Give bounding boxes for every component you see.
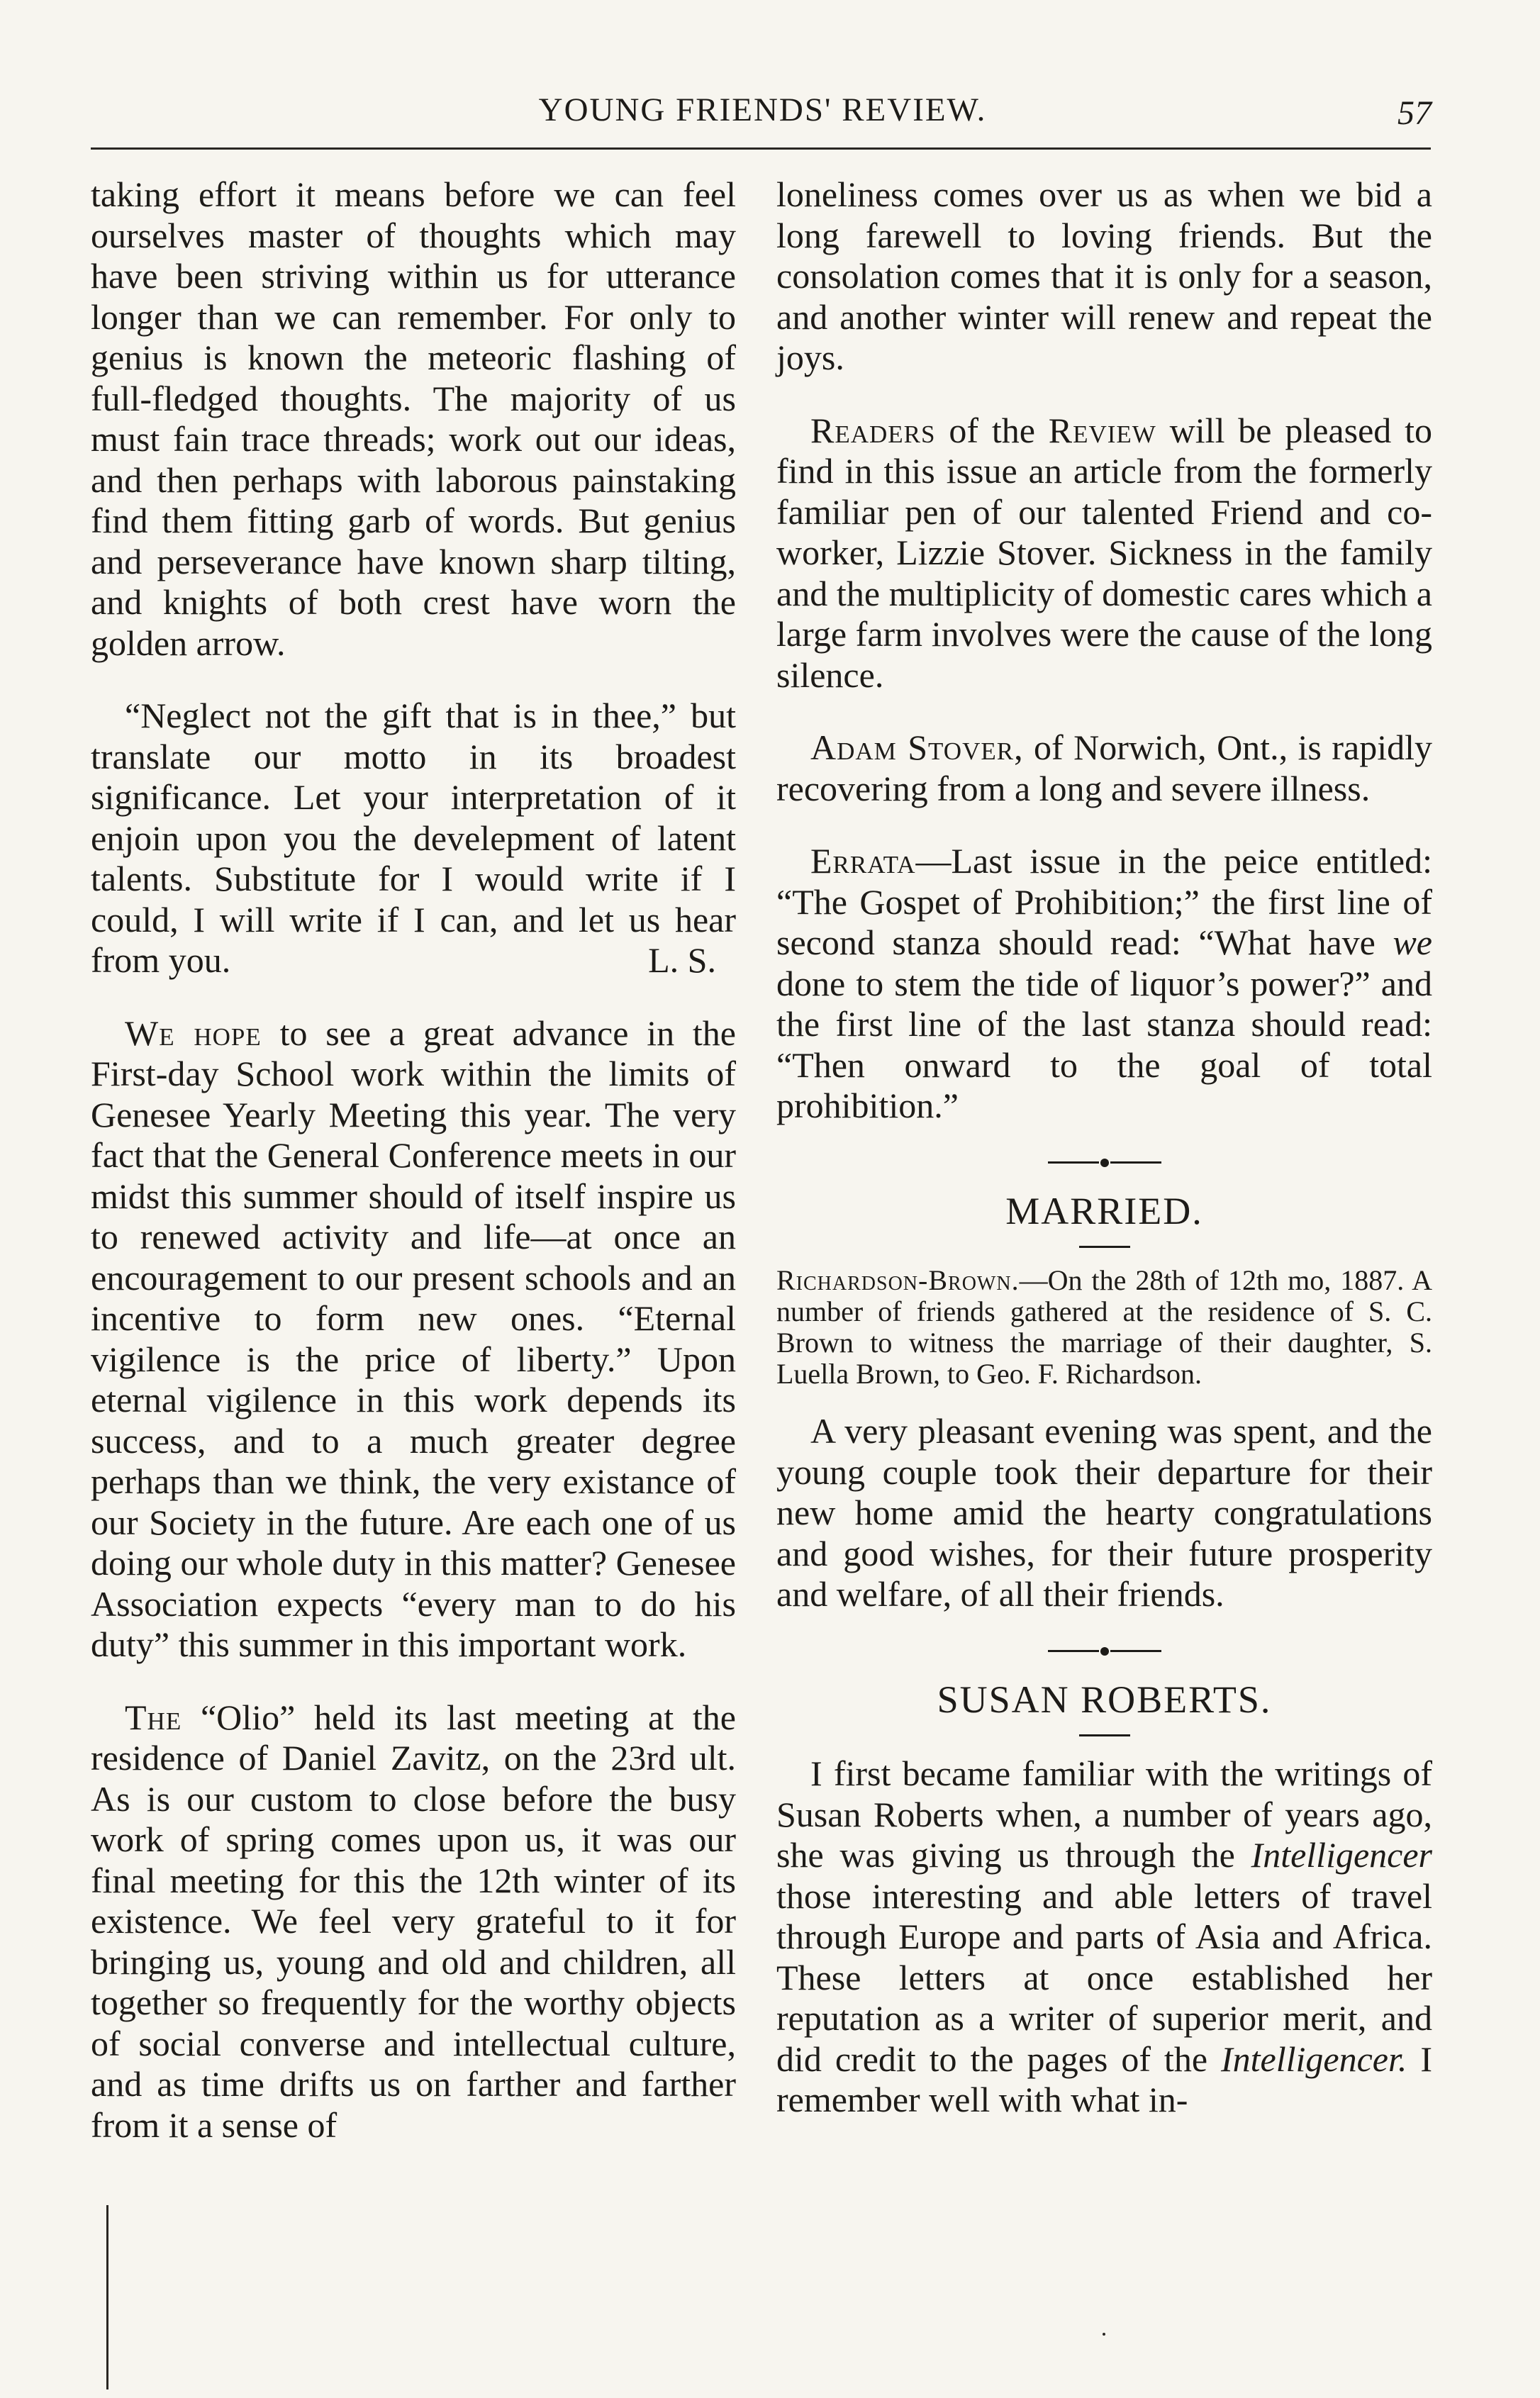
quote-paragraph (91, 696, 736, 981)
readers-mid: of the (935, 410, 1049, 450)
married-notice (776, 1265, 1432, 1390)
ornament-bar (1110, 1161, 1161, 1164)
print-speck (1103, 2333, 1105, 2336)
readers-text: will be pleased to find in this issue an article from the formerly familiar pen of our talented Friend and co-worker, Lizzie Stover. Sickness in the family and the multiplicity of domestic cares which a large farm involves were the cause of the long silence. (776, 410, 1432, 695)
susan-roberts-heading: SUSAN ROBERTS. (937, 1678, 1272, 1721)
adam-lead: Adam Stover, (810, 727, 1024, 767)
married-heading: MARRIED. (1005, 1189, 1203, 1232)
page-number: 57 (1397, 94, 1432, 132)
married-notice-lead: Richardson-Brown. (776, 1264, 1020, 1296)
quote-signature: L. S. (648, 940, 716, 980)
errata-paragraph (776, 841, 1432, 1127)
readers-paragraph (776, 411, 1432, 696)
olio-lead: The (125, 1697, 182, 1737)
adam-text: of Norwich, Ont., is rapidly recovering from a long and severe illness. (776, 727, 1432, 808)
right-continuation-paragraph: loneliness comes over us as when we bid a long farewell to loving friends. But the consolation comes that it is only for a season, and another winter will renew and repeat the joys. (776, 174, 1432, 377)
ornament-bar (1048, 1161, 1099, 1164)
errata-we: we (1393, 922, 1432, 962)
we-hope-lead: We hope (125, 1013, 262, 1053)
section-ornament (776, 1647, 1432, 1656)
ornament-dot (1100, 1159, 1109, 1167)
we-hope-paragraph (91, 1013, 736, 1666)
intelligencer-title-2: Intelligencer. (1220, 2039, 1407, 2079)
margin-rule (106, 2205, 108, 2389)
quote-text: “Neglect not the gift that is in thee,” but translate our motto in its broadest significance. Let your interpretation of it enjoin upon you the develepment of latent talents. Substitute for I would write if I could, I will write if I can, and let us hear from you. (91, 696, 736, 980)
readers-review: Review (1048, 410, 1156, 450)
married-notice-text: —On the 28th of 12th mo, 1887. A number of friends gathered at the residence of S. C. Brown to witness the marriage of their daughter, S. Luella Brown, to Geo. F. Richardson. (776, 1264, 1432, 1390)
readers-lead: Readers (810, 410, 936, 450)
susan-roberts-paragraph (776, 1753, 1432, 2121)
heading-rule (1079, 1734, 1130, 1736)
olio-paragraph (91, 1697, 736, 2146)
right-column (776, 174, 1432, 2153)
errata-text-1: —Last issue in the peice entitled: “The Gospet of Prohibition;” the first line of second stanza should read: “What have (776, 841, 1432, 962)
married-paragraph: A very pleasant evening was spent, and the young couple took their departure for their new home amid the hearty congratulations and good wishes, for their future prosperity and welfare, of all their friends. (776, 1411, 1432, 1614)
left-column (91, 174, 736, 2177)
ornament-bar (1048, 1650, 1099, 1652)
header-rule (91, 147, 1431, 150)
continuation-paragraph: taking effort it means before we can feel ourselves master of thoughts which may have been striving within us for utterance longer than we can remember. For only to genius is known the meteoric flashing of full-fledged thoughts. The majority of us must fain trace threads; work out our ideas, and then perhaps with laborous painstaking find them fitting garb of words. But genius and perseverance have known sharp tilting, and knights of both crest have worn the golden arrow. (91, 174, 736, 663)
susan-text-3: I remember well with what in- (776, 2039, 1432, 2119)
olio-text: “Olio” held its last meeting at the residence of Daniel Zavitz, on the 23rd ult. As is our custom to close before the busy work of spring comes upon us, it was our final meeting for this the 12th winter of its existence. We feel very grateful to it for bringing us, young and old and children, all together so frequently for the worthy objects of social converse and intellectual culture, and as time drifts us on farther and farther from it a sense of (91, 1697, 736, 2145)
page-header (91, 84, 1434, 140)
adam-stover-paragraph (776, 727, 1432, 809)
ornament-bar (1110, 1650, 1161, 1652)
intelligencer-title-1: Intelligencer (1251, 1835, 1432, 1875)
ornament-dot (1100, 1647, 1109, 1656)
we-hope-text: to see a great advance in the First-day School work within the limits of Genesee Yearly Meeting this year. The very fact that the General Conference meets in our midst this summer should of itself inspire us to renewed activity and life—at once an encouragement to our present schools and an incentive to form new ones. “Eternal vigilence is the price of liberty.” Upon eternal vigilence in this work depends its success, and to a much greater degree perhaps than we think, the very existance of our Society in the future. Are each one of us doing our whole duty in this matter? Genesee Association expects “every man to do his duty” this summer in this important work. (91, 1013, 736, 1664)
susan-text-1: I first became familiar with the writings of Susan Roberts when, a number of years ago, she was giving us through the (776, 1753, 1432, 1875)
section-ornament (776, 1159, 1432, 1167)
susan-text-2: those interesting and able letters of travel through Europe and parts of Asia and Africa. These letters at once established her reputation as a writer of superior merit, and did credit to the pages of the (776, 1875, 1432, 2079)
errata-text-2: done to stem the tide of liquor’s power?” and the first line of the last stanza should read: “Then onward to the goal of total prohibition.” (776, 963, 1432, 1125)
running-title: YOUNG FRIENDS' REVIEW. (538, 91, 987, 128)
errata-lead: Errata (810, 841, 916, 881)
heading-rule (1079, 1246, 1130, 1248)
